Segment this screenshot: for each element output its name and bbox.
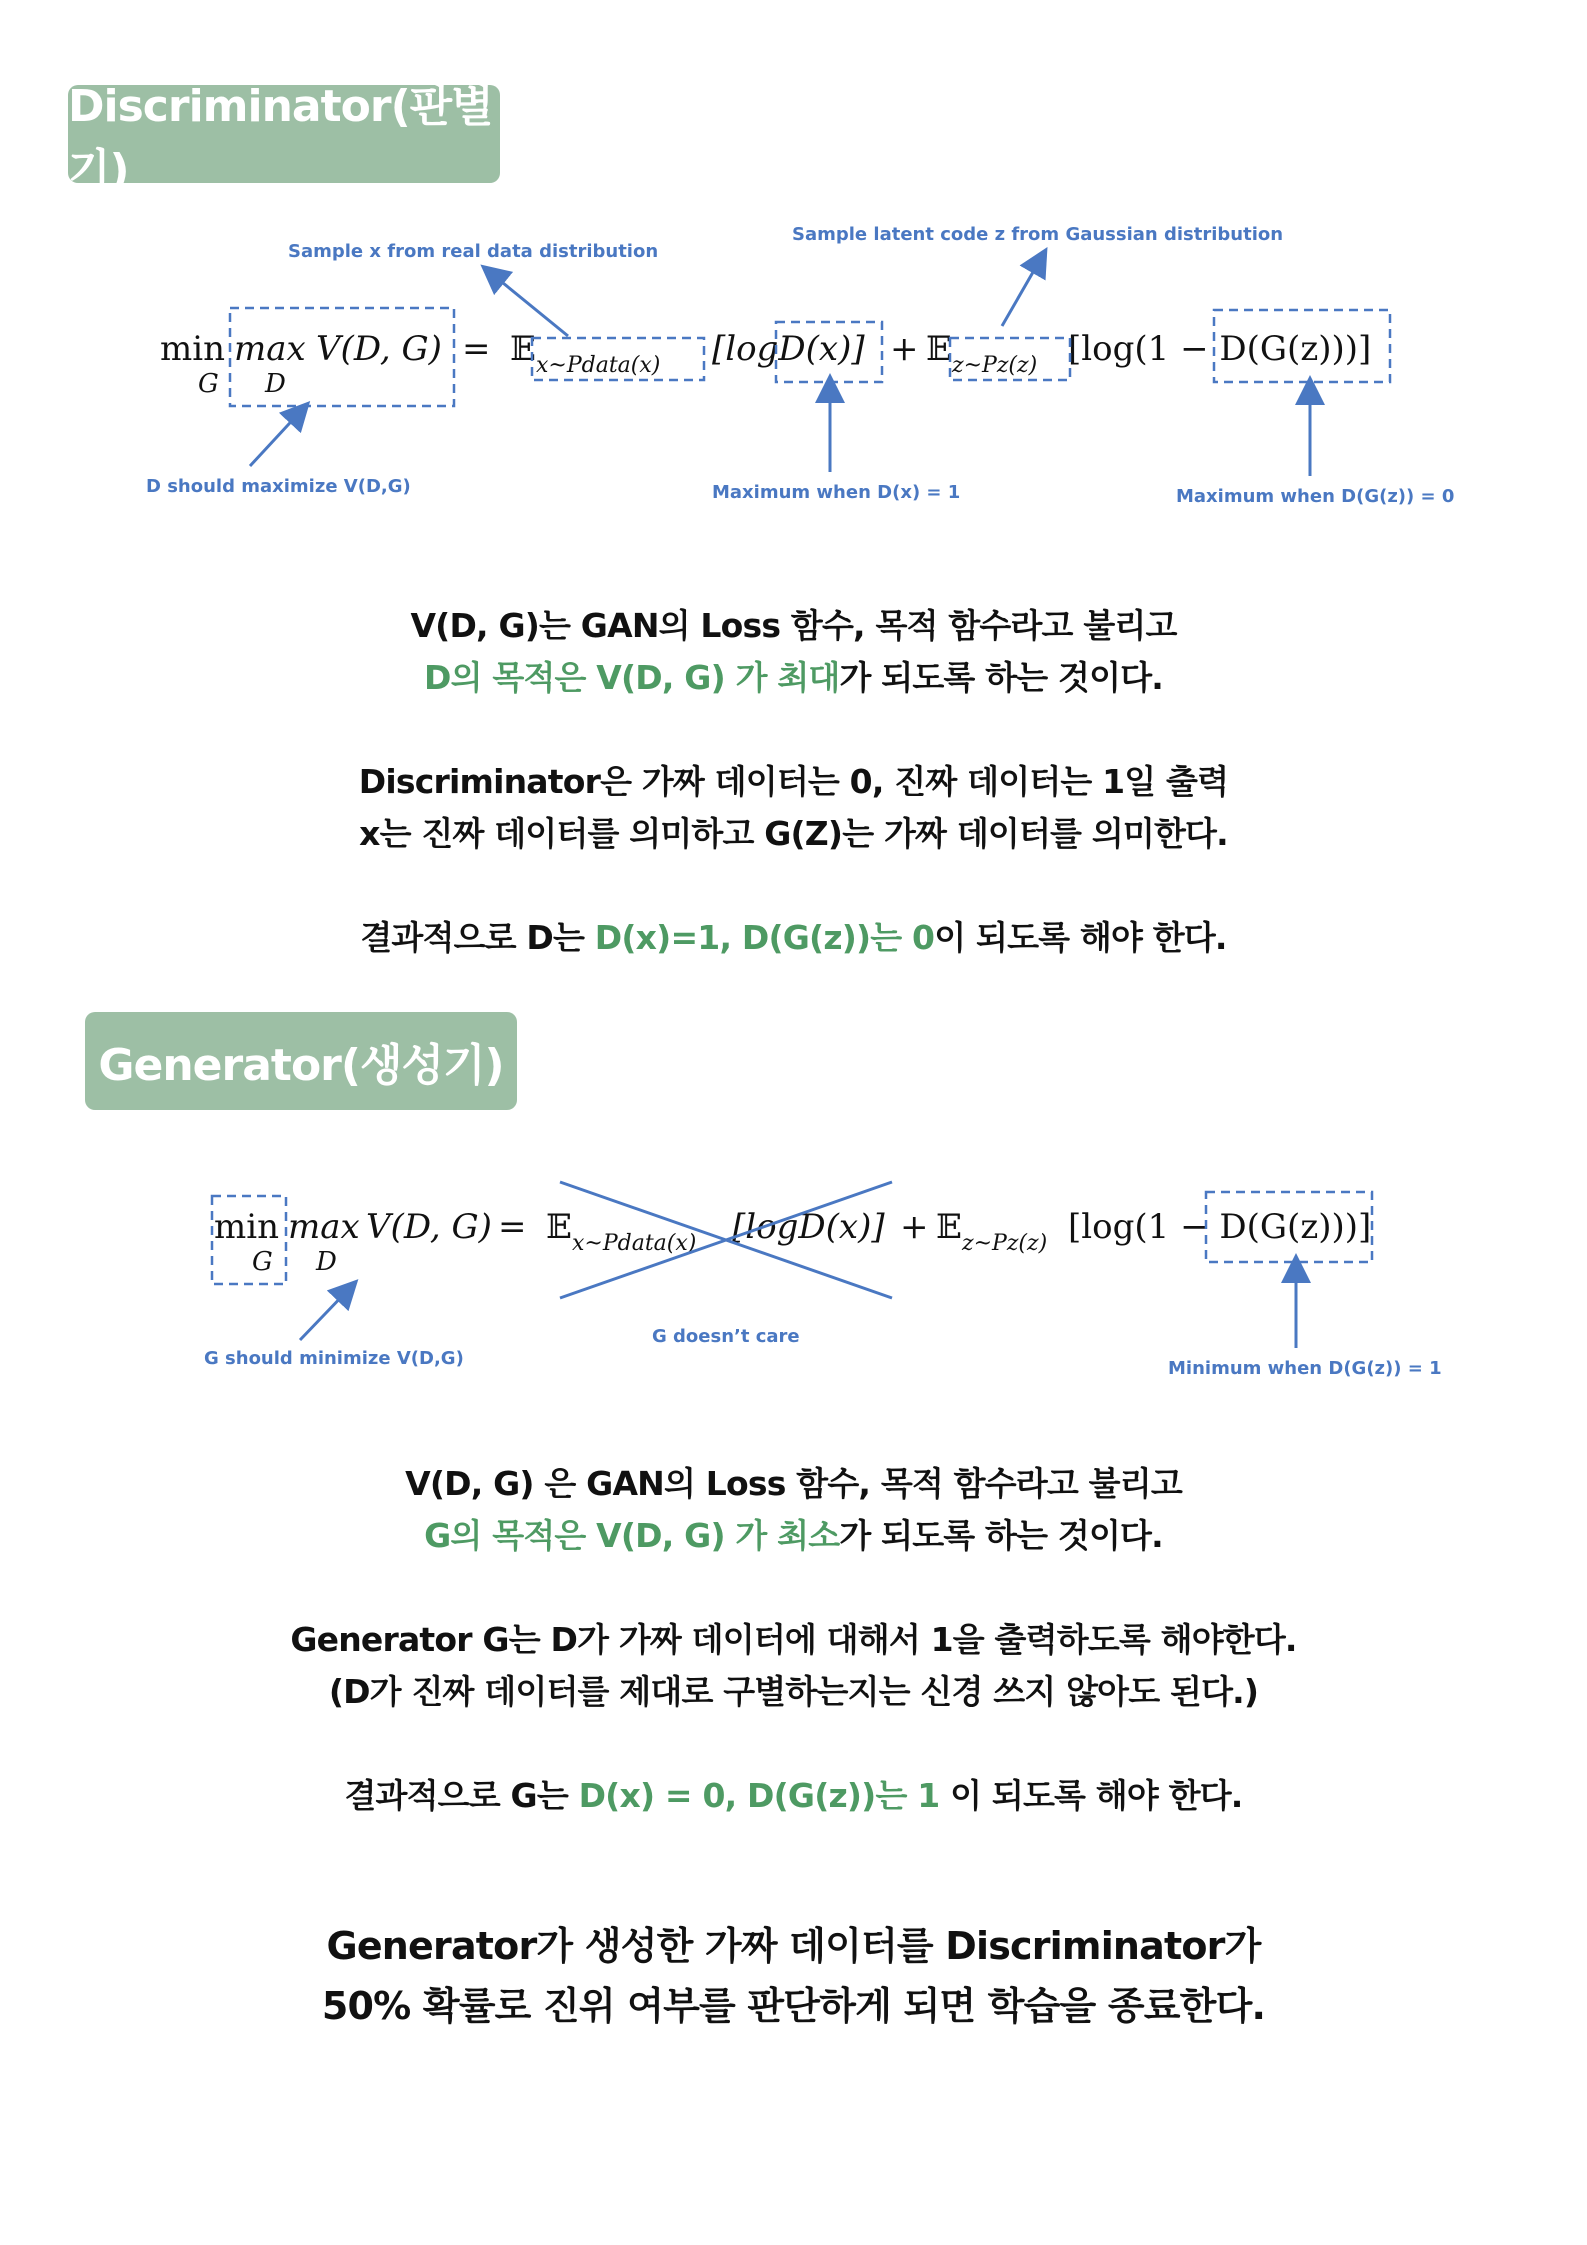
formula-min: min — [160, 329, 226, 369]
gen-p1-line2 — [0, 1510, 1587, 1562]
discriminator-title-badge — [68, 81, 500, 196]
formula-plus: + — [890, 329, 919, 369]
formula-term1: [logD(x)] — [712, 329, 865, 369]
gen-formula-e1: 𝔼 — [546, 1207, 572, 1247]
maximize-arrow — [250, 412, 300, 466]
discriminator-formula-diagram — [0, 210, 1587, 530]
gen-p1-line1: V(D, G) 은 GAN의 Loss 함수, 목적 함수라고 불리고 — [405, 1464, 1182, 1503]
discriminator-title: Discriminator(판별기) — [68, 81, 493, 196]
gen-formula-e2: 𝔼 — [936, 1207, 962, 1247]
disc-p1-rest: 가 되도록 하는 것이다. — [839, 658, 1164, 697]
disc-p3-post: 이 되도록 해야 한다. — [934, 918, 1227, 957]
disc-p3-highlight: D(x)=1, D(G(z))는 0 — [594, 918, 935, 957]
gen-p3-post: 이 되도록 해야 한다. — [939, 1776, 1243, 1815]
annotation-max-dgz: Maximum when D(G(z)) = 0 — [1176, 486, 1455, 507]
gen-p1-rest: 가 되도록 하는 것이다. — [839, 1516, 1163, 1555]
gen-formula-max-sub: D — [316, 1247, 337, 1277]
latent-arrow — [1002, 260, 1040, 326]
annotation-max-dx: Maximum when D(x) = 1 — [712, 482, 961, 503]
gen-formula-max: max — [288, 1207, 360, 1247]
disc-p1-line1: V(D, G)는 GAN의 Loss 함수, 목적 함수라고 불리고 — [410, 606, 1177, 645]
generator-title: Generator(생성기) — [98, 1040, 504, 1091]
gen-formula-eq: = — [498, 1207, 527, 1247]
gen-p1-highlight: G의 목적은 V(D, G) 가 최소 — [424, 1516, 840, 1555]
annotation-real-data: Sample x from real data distribution — [288, 241, 659, 262]
formula-e1-sub: x~Pdata(x) — [536, 353, 661, 378]
gen-p3-line — [0, 1770, 1587, 1822]
gen-p2-line1: Generator G는 D가 가짜 데이터에 대해서 1을 출력하도록 해야한다. — [290, 1620, 1297, 1659]
gen-formula-min-sub: G — [252, 1247, 273, 1277]
discriminator-paragraph-3 — [0, 912, 1587, 964]
disc-p3-line — [0, 912, 1587, 964]
conclusion-line1: Generator가 생성한 가짜 데이터를 Discriminator가 — [326, 1924, 1261, 1968]
formula-min-sub: G — [198, 369, 219, 399]
generator-title-badge — [85, 1012, 517, 1110]
generator-paragraph-3 — [0, 1770, 1587, 1822]
discriminator-paragraph-1 — [0, 600, 1587, 704]
disc-p2-line2: x는 진짜 데이터를 의미하고 G(Z)는 가짜 데이터를 의미한다. — [359, 814, 1228, 853]
minimize-arrow — [300, 1290, 348, 1340]
annotation-dont-care: G doesn’t care — [652, 1326, 800, 1347]
gen-p3-pre: 결과적으로 G는 — [344, 1776, 579, 1815]
gen-formula-e2-sub: z~Pz(z) — [962, 1231, 1048, 1256]
gen-formula-plus: + — [900, 1207, 929, 1247]
generator-formula-diagram — [0, 1160, 1587, 1400]
gen-formula-min: min — [214, 1207, 280, 1247]
real-data-arrow — [492, 274, 568, 336]
gen-p3-highlight: D(x) = 0, D(G(z))는 1 — [578, 1776, 940, 1815]
gen-p2-line2: (D가 진짜 데이터를 제대로 구별하는지는 신경 쓰지 않아도 된다.) — [328, 1672, 1259, 1711]
discriminator-paragraph-2 — [0, 756, 1587, 860]
gen-formula-v: V(D, G) — [366, 1207, 492, 1247]
gen-formula-term1: [logD(x)] — [732, 1207, 885, 1247]
disc-p2-line1: Discriminator은 가짜 데이터는 0, 진짜 데이터는 1일 출력 — [358, 762, 1229, 801]
annotation-maximize: D should maximize V(D,G) — [146, 476, 411, 497]
formula-v: V(D, G) — [316, 329, 442, 369]
generator-paragraph-2 — [0, 1614, 1587, 1718]
gen-formula-e1-sub: x~Pdata(x) — [572, 1231, 697, 1256]
annotation-minimize: G should minimize V(D,G) — [204, 1348, 464, 1369]
generator-paragraph-1 — [0, 1458, 1587, 1562]
conclusion-line2: 50% 확률로 진위 여부를 판단하게 되면 학습을 종료한다. — [321, 1984, 1266, 2028]
formula-e2-sub: z~Pz(z) — [952, 353, 1038, 378]
disc-p1-line2 — [0, 652, 1587, 704]
formula-e1: 𝔼 — [510, 329, 536, 369]
formula-max-sub: D — [265, 369, 286, 399]
annotation-min-dgz: Minimum when D(G(z)) = 1 — [1168, 1358, 1442, 1379]
formula-e2: 𝔼 — [926, 329, 952, 369]
disc-p3-pre: 결과적으로 D는 — [360, 918, 595, 957]
gen-formula-term2: [log(1 − D(G(z)))] — [1068, 1207, 1372, 1247]
formula-term2: [log(1 − D(G(z)))] — [1068, 329, 1372, 369]
conclusion — [0, 1916, 1587, 2036]
disc-p1-highlight: D의 목적은 V(D, G) 가 최대 — [423, 658, 840, 697]
annotation-latent: Sample latent code z from Gaussian distribution — [792, 224, 1284, 245]
formula-eq: = — [462, 329, 491, 369]
formula-max: max — [234, 329, 306, 369]
